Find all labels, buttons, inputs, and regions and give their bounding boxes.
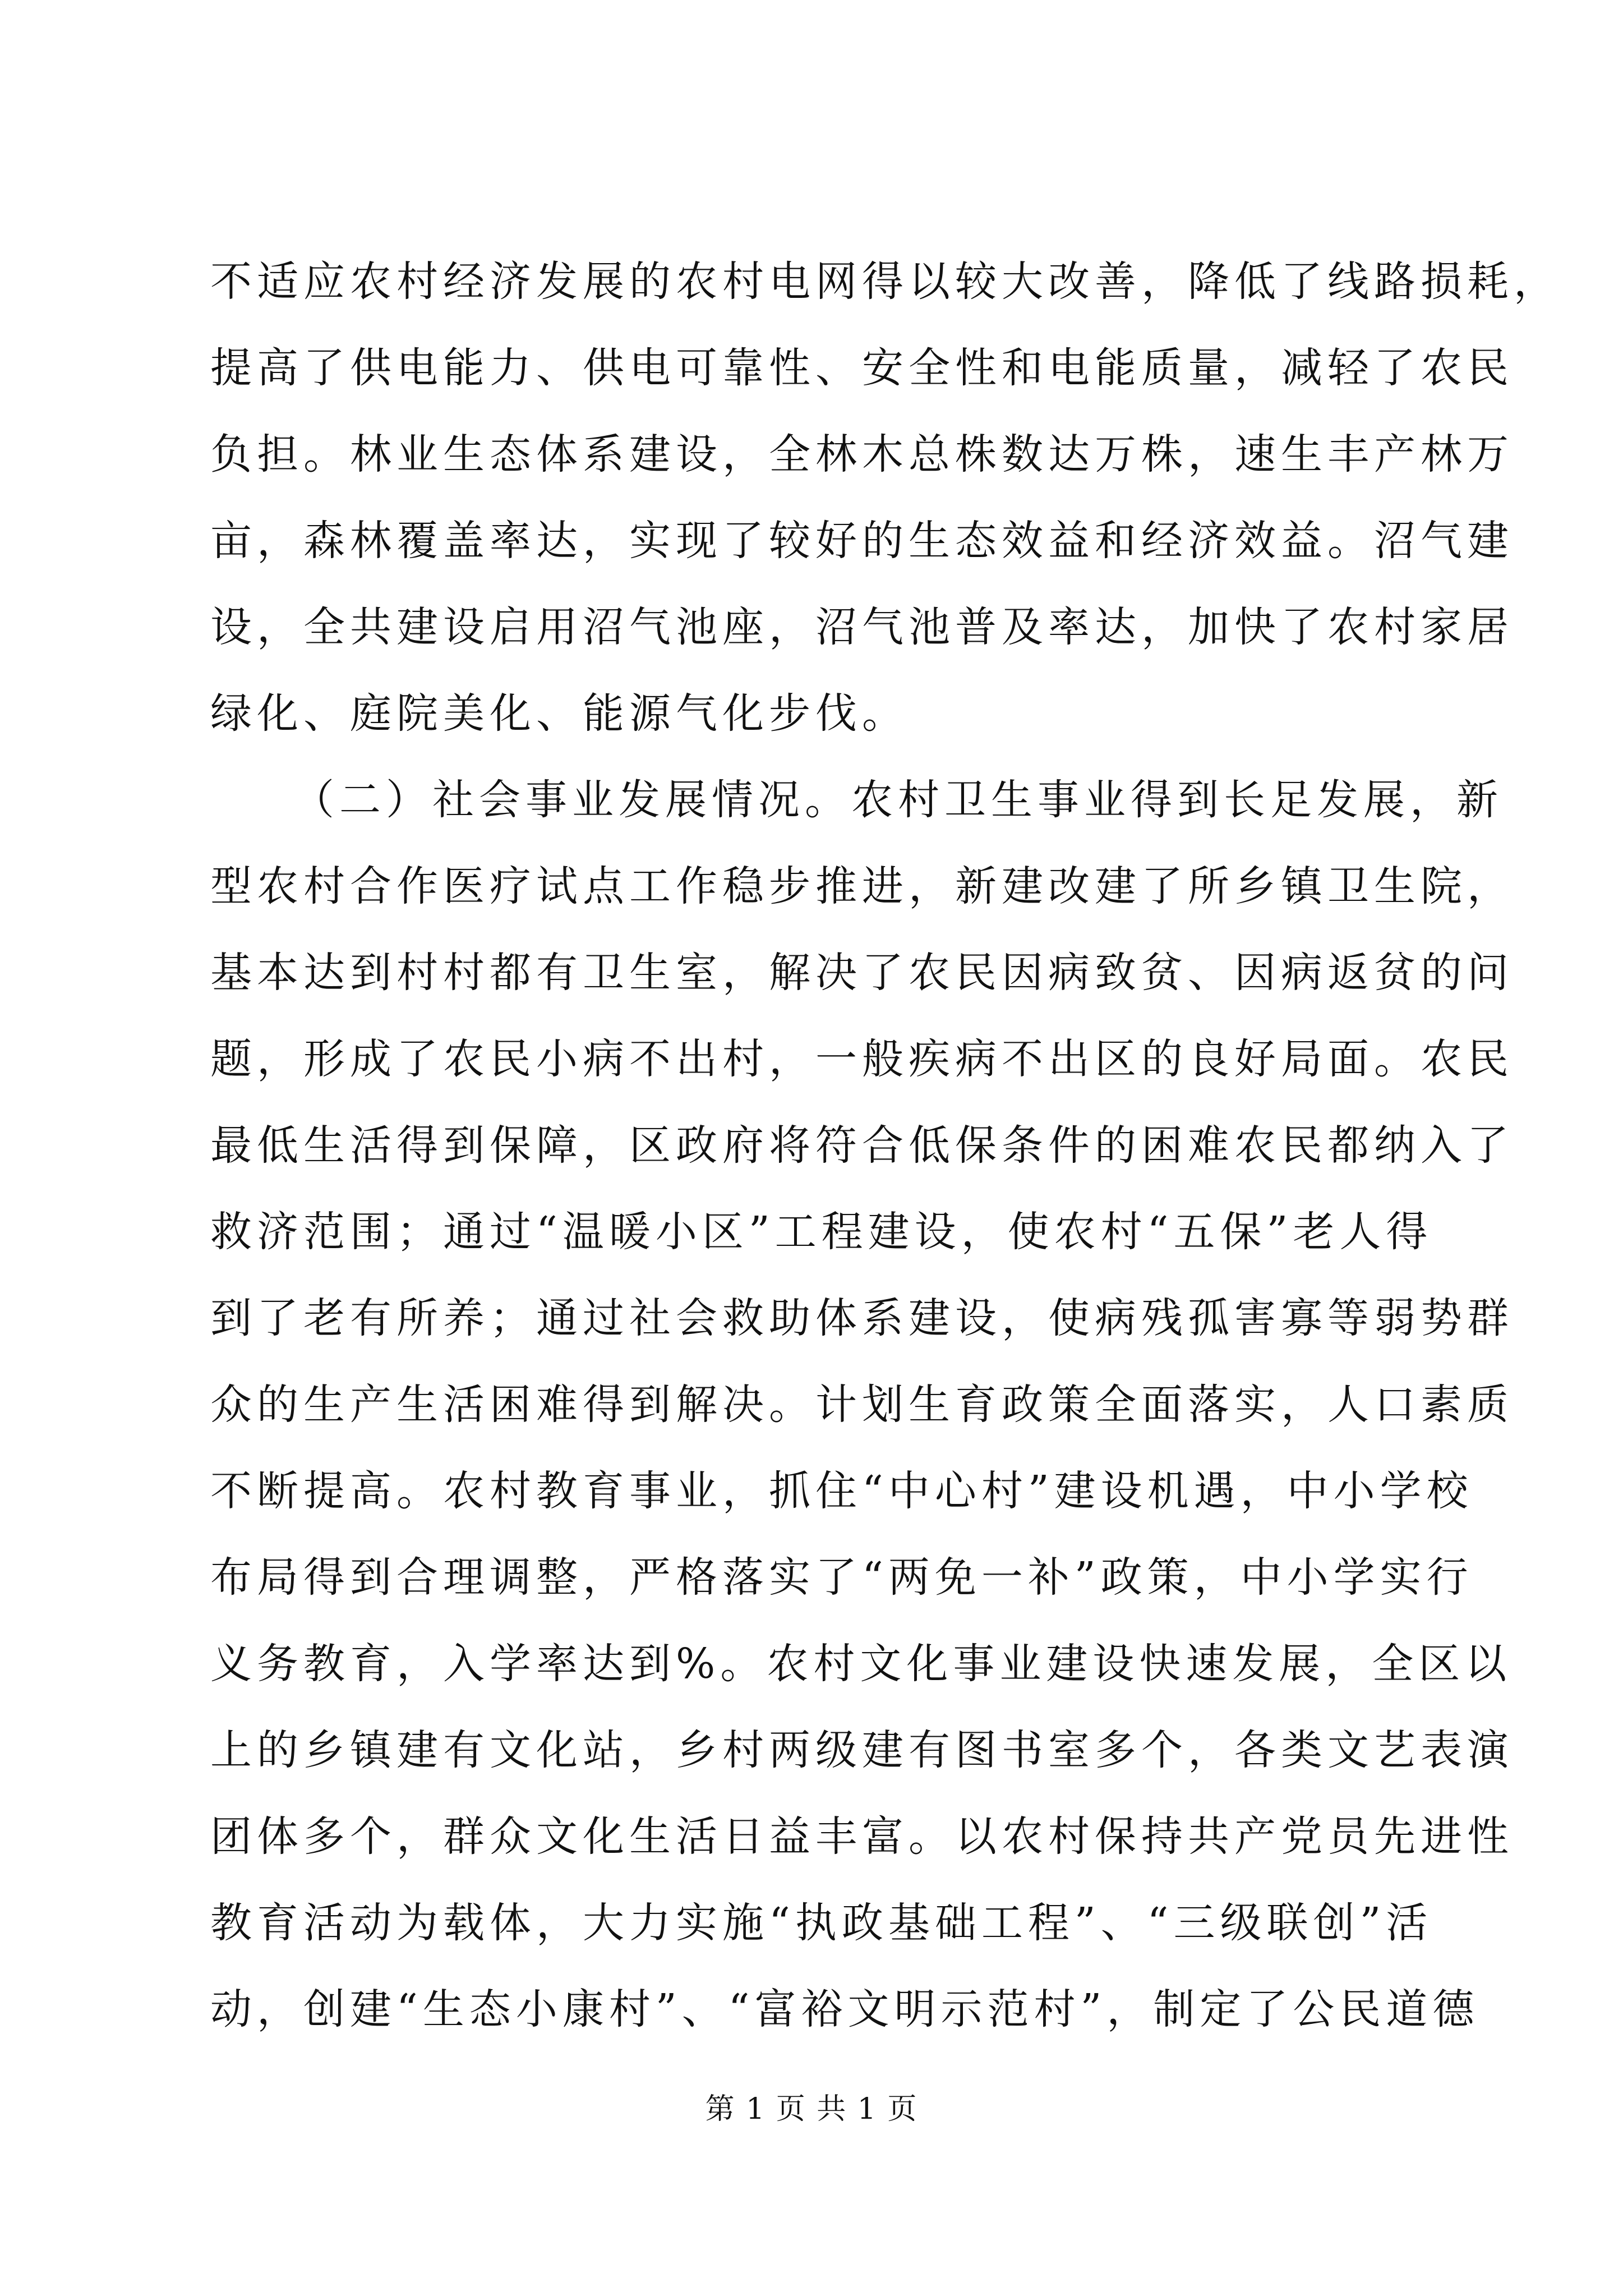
text-line: 众的生产生活困难得到解决。计划生育政策全面落实，人口素质 [210, 1381, 1514, 1429]
page-number-footer: 第 1 页 共 1 页 [705, 2092, 918, 2126]
text-line: 救济范围；通过“温暖小区”工程建设，使农村“五保”老人得 [210, 1208, 1433, 1256]
paragraph-start-line: （二）社会事业发展情况。农村卫生事业得到长足发展，新 [293, 776, 1503, 824]
text-line: 义务教育，入学率达到%。农村文化事业建设快速发展，全区以 [210, 1640, 1512, 1688]
text-line: 布局得到合理调整，严格落实了“两免一补”政策，中小学实行 [210, 1553, 1473, 1602]
text-line: 上的乡镇建有文化站，乡村两级建有图书室多个，各类文艺表演 [210, 1726, 1514, 1774]
text-line: 不断提高。农村教育事业，抓住“中心村”建设机遇，中小学校 [210, 1467, 1473, 1515]
text-line: 题，形成了农民小病不出村，一般疾病不出区的良好局面。农民 [210, 1035, 1514, 1083]
text-line: 型农村合作医疗试点工作稳步推进，新建改建了所乡镇卫生院， [210, 862, 1514, 910]
text-line: 亩，森林覆盖率达，实现了较好的生态效益和经济效益。沼气建 [210, 517, 1514, 565]
text-line: 基本达到村村都有卫生室，解决了农民因病致贫、因病返贫的问 [210, 949, 1514, 997]
text-line: 到了老有所养；通过社会救助体系建设，使病残孤害寡等弱势群 [210, 1294, 1514, 1342]
text-line: 负担。林业生态体系建设，全林木总株数达万株，速生丰产林万 [210, 430, 1514, 478]
text-line: 最低生活得到保障，区政府将符合低保条件的困难农民都纳入了 [210, 1121, 1514, 1170]
text-line: 不适应农村经济发展的农村电网得以较大改善，降低了线路损耗， [210, 257, 1560, 306]
text-line: 团体多个，群众文化生活日益丰富。以农村保持共产党员先进性 [210, 1812, 1514, 1861]
text-line: 设，全共建设启用沼气池座，沼气池普及率达，加快了农村家居 [210, 603, 1514, 651]
text-line: 绿化、庭院美化、能源气化步伐。 [210, 689, 909, 738]
text-line: 教育活动为载体，大力实施“执政基础工程”、“三级联创”活 [210, 1899, 1433, 1947]
text-line: 提高了供电能力、供电可靠性、安全性和电能质量，减轻了农民 [210, 344, 1514, 392]
text-line: 动，创建“生态小康村”、“富裕文明示范村”，制定了公民道德 [210, 1985, 1479, 2033]
